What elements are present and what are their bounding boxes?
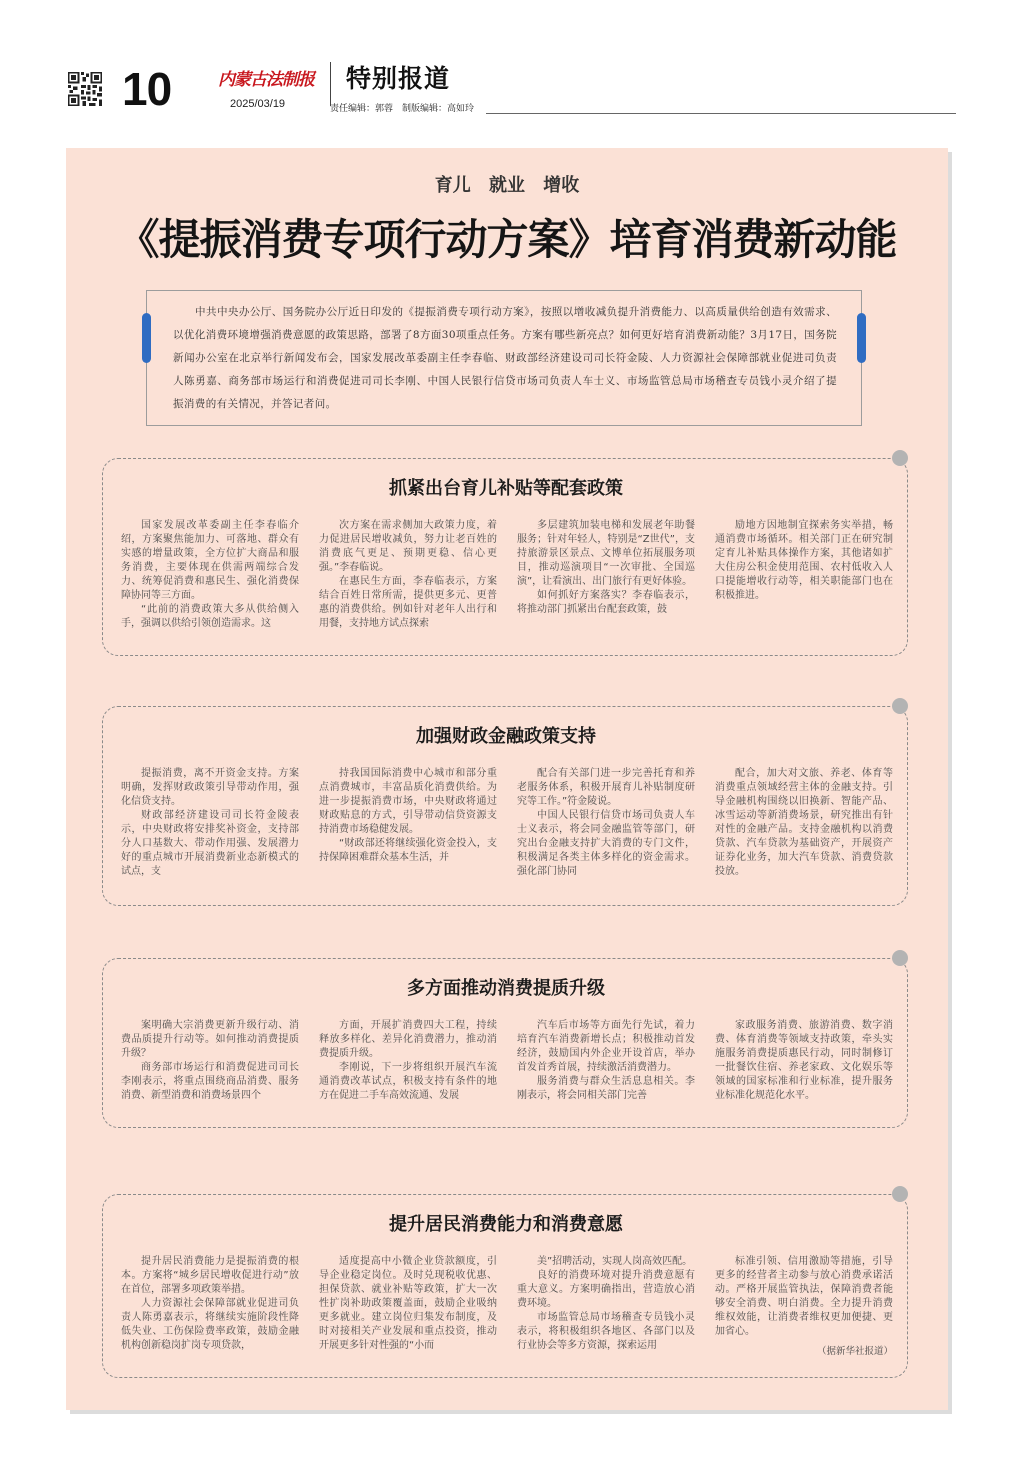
- page-number: 10: [122, 63, 172, 115]
- source-credit: （据新华社报道）: [816, 1346, 893, 1357]
- paragraph: 汽车后市场等方面先行先试，着力培育汽车消费新增长点；积极推动首发经济，鼓励国内外企业开设首店，举办首发首秀首展，持续激活消费潜力。: [517, 1020, 695, 1073]
- article-column: [517, 1255, 695, 1359]
- section-heading: 多方面推动消费提质升级: [407, 978, 605, 999]
- article-column: [517, 767, 695, 879]
- paragraph: 方面，开展扩消费四大工程，持续释放多样化、差异化消费潜力，推动消费提质升级。: [319, 1020, 497, 1059]
- article-kicker: 育儿 就业 增收: [434, 175, 580, 196]
- section-box-childcare-subsidy: [102, 458, 908, 656]
- section-columns: [121, 1019, 893, 1103]
- header-rule: [486, 113, 956, 114]
- article-column: [121, 519, 299, 631]
- paragraph: 多层建筑加装电梯和发展老年助餐服务；针对年轻人，特别是“Z世代”，支持旅游景区景点、文博单位拓展服务项目，推动巡演项目“一次审批、全国巡演”，让看演出、出门旅行有更好体验。: [517, 520, 695, 587]
- paragraph: 案明确大宗消费更新升级行动、消费品质提升行动等。如何推动消费提质升级？: [121, 1020, 299, 1059]
- paragraph: 励地方因地制宜探索务实举措，畅通消费市场循环。相关部门正在研究制定育儿补贴具体操作方案，其他诸如扩大住房公积金使用范围、农村低收入人口提能增收行动等，相关职能部门也在积极推进。: [715, 520, 893, 601]
- section-dot: [892, 950, 908, 966]
- article-column: [715, 1019, 893, 1103]
- article-column: [715, 767, 893, 879]
- lead-left-marker: [142, 313, 151, 363]
- article-column: [121, 767, 299, 879]
- section-dot: [892, 1186, 908, 1202]
- lead-right-marker: [857, 313, 866, 363]
- paragraph: 中国人民银行信贷市场司负责人车士义表示，将会同金融监管等部门，研究出台金融支持扩大消费的专门文件，积极满足各类主体多样化的资金需求。强化部门协同: [517, 810, 695, 877]
- newspaper-logo: 内蒙古法制报: [218, 70, 314, 90]
- paragraph: 提升居民消费能力是提振消费的根本。方案将“城乡居民增收促进行动”放在首位，部署多项政策举措。: [121, 1256, 299, 1295]
- lead-paragraph: 中共中央办公厅、国务院办公厅近日印发的《提振消费专项行动方案》，按照以增收减负提升消费能力、以高质量供给创造有效需求、以优化消费环境增强消费意愿的政策思路，部署了8方面30项重点任务。方案有哪些新亮点？如何更好培育消费新动能？3月17日，国务院新闻办公室在北京举行新闻发布会，国家发展改革委副主任李春临、财政部经济建设司司长符金陵、人力资源社会保障部就业促进司负责人陈勇嘉、商务部市场运行和消费促进司司长李刚、中国人民银行信贷市场司负责人车士义、市场监管总局市场稽查专员钱小灵介绍了提振消费的有关情况，并答记者问。: [173, 306, 837, 410]
- paragraph: 家政服务消费、旅游消费、数字消费、体育消费等领域支持政策，牵头实施服务消费提质惠民行动，同时制修订一批餐饮住宿、养老家政、文化娱乐等领域的国家标准和行业标准，提升服务业标准化规范化水平。: [715, 1020, 893, 1101]
- section-heading: 加强财政金融政策支持: [416, 726, 596, 747]
- paragraph: 美”招聘活动，实现人岗高效匹配。: [537, 1256, 693, 1267]
- section-columns: [121, 519, 893, 631]
- paragraph: 财政部经济建设司司长符金陵表示，中央财政将安排奖补资金，支持部分人口基数大、带动作用强、发展潜力好的重点城市开展消费新业态新模式的试点，支: [121, 810, 299, 877]
- article-column: [319, 1255, 497, 1359]
- qr-code-icon: [68, 72, 102, 106]
- article-column: [319, 1019, 497, 1103]
- paragraph: “财政部还将继续强化资金投入，支持保障困难群众基本生活，并: [319, 838, 497, 863]
- paragraph: 国家发展改革委副主任李春临介绍，方案聚焦能加力、可落地、群众有实感的增量政策，全方位扩大商品和服务消费，主要体现在供需两端综合发力、统筹促消费和惠民生、强化消费保障协同等三方面。: [121, 520, 299, 601]
- lead-box: [146, 290, 862, 426]
- article-column: [121, 1255, 299, 1359]
- article-column: [319, 767, 497, 879]
- section-heading: 提升居民消费能力和消费意愿: [389, 1214, 623, 1235]
- paragraph: 服务消费与群众生活息息相关。李刚表示，将会同相关部门完善: [517, 1076, 695, 1101]
- paragraph: 次方案在需求侧加大政策力度，着力促进居民增收减负，努力让老百姓的消费底气更足、预期更稳、信心更强。”李春临说。: [319, 520, 497, 573]
- paragraph: 适度提高中小微企业贷款额度，引导企业稳定岗位。及时兑现税收优惠、担保贷款、就业补贴等政策，扩大一次性扩岗补助政策覆盖面，鼓励企业吸纳更多就业。建立岗位归集发布制度，及时对接相关产业发展和重点投资，推动开展更多针对性强的“小而: [319, 1256, 497, 1351]
- paragraph: 提振消费，离不开资金支持。方案明确，发挥财政政策引导带动作用，强化信贷支持。: [121, 768, 299, 807]
- section-title: 特别报道: [346, 64, 451, 93]
- masthead-divider: [330, 62, 331, 106]
- article-column: [319, 519, 497, 631]
- paragraph: 配合有关部门进一步完善托育和养老服务体系，积极开展育儿补贴制度研究等工作。”符金陵说。: [517, 768, 695, 807]
- article-panel: [66, 148, 948, 1410]
- editor-credits: 责任编辑：郭蓉 制版编辑：高如玲: [330, 104, 475, 114]
- section-heading: 抓紧出台育儿补贴等配套政策: [389, 478, 623, 499]
- paragraph: “此前的消费政策大多从供给侧入手，强调以供给引领创造需求。这: [121, 604, 299, 629]
- paragraph: 李刚说，下一步将组织开展汽车流通消费改革试点，积极支持有条件的地方在促进二手车高效流通、发展: [319, 1062, 497, 1101]
- section-box-consumer-capacity: [102, 1194, 908, 1378]
- article-column: [517, 519, 695, 631]
- section-dot: [892, 698, 908, 714]
- paragraph: 良好的消费环境对提升消费意愿有重大意义。方案明确指出，营造放心消费环境。: [517, 1270, 695, 1309]
- paragraph: 标准引领、信用激励等措施，引导更多的经营者主动参与放心消费承诺活动。严格开展监管执法，保障消费者能够安全消费、明白消费。全力提升消费维权效能，让消费者维权更加便捷、更加省心。: [715, 1256, 893, 1337]
- article-column: [121, 1019, 299, 1103]
- paragraph: 在惠民生方面，李春临表示，方案结合百姓日常所需，提供更多元、更普惠的消费供给。例如针对老年人出行和用餐，支持地方试点探索: [319, 576, 497, 629]
- section-dot: [892, 450, 908, 466]
- article-column: [517, 1019, 695, 1103]
- paragraph: 商务部市场运行和消费促进司司长李刚表示，将重点围绕商品消费、服务消费、新型消费和消费场景四个: [121, 1062, 299, 1101]
- section-box-consumption-upgrade: [102, 958, 908, 1128]
- section-columns: [121, 1255, 893, 1359]
- paragraph: 持我国国际消费中心城市和部分重点消费城市，丰富品质化消费供给。为进一步提振消费市场，中央财政将通过财政贴息的方式，引导带动信贷资源支持消费市场稳健发展。: [319, 768, 497, 835]
- paragraph: 配合，加大对文旅、养老、体育等消费重点领域经营主体的金融支持。引导金融机构围绕以旧换新、智能产品、冰雪运动等新消费场景，研究推出有针对性的金融产品。支持金融机构以消费贷款、汽车贷款为基础资产，开展资产证券化业务，加大汽车贷款、消费贷款投放。: [715, 768, 893, 877]
- section-box-fiscal-financial: [102, 706, 908, 906]
- issue-date: 2025/03/19: [230, 98, 286, 110]
- paragraph: 市场监管总局市场稽查专员钱小灵表示，将积极组织各地区、各部门以及行业协会等多方资源，探索运用: [517, 1312, 695, 1351]
- article-headline: 《提振消费专项行动方案》培育消费新动能: [117, 215, 897, 264]
- section-columns: [121, 767, 893, 879]
- paragraph: 人力资源社会保障部就业促进司负责人陈勇嘉表示，将继续实施阶段性降低失业、工伤保险费率政策，鼓励金融机构创新稳岗扩岗专项贷款，: [121, 1298, 299, 1351]
- article-column: [715, 519, 893, 631]
- paragraph: 如何抓好方案落实？李春临表示，将推动部门抓紧出台配套政策，鼓: [517, 590, 695, 615]
- article-column: [715, 1255, 893, 1359]
